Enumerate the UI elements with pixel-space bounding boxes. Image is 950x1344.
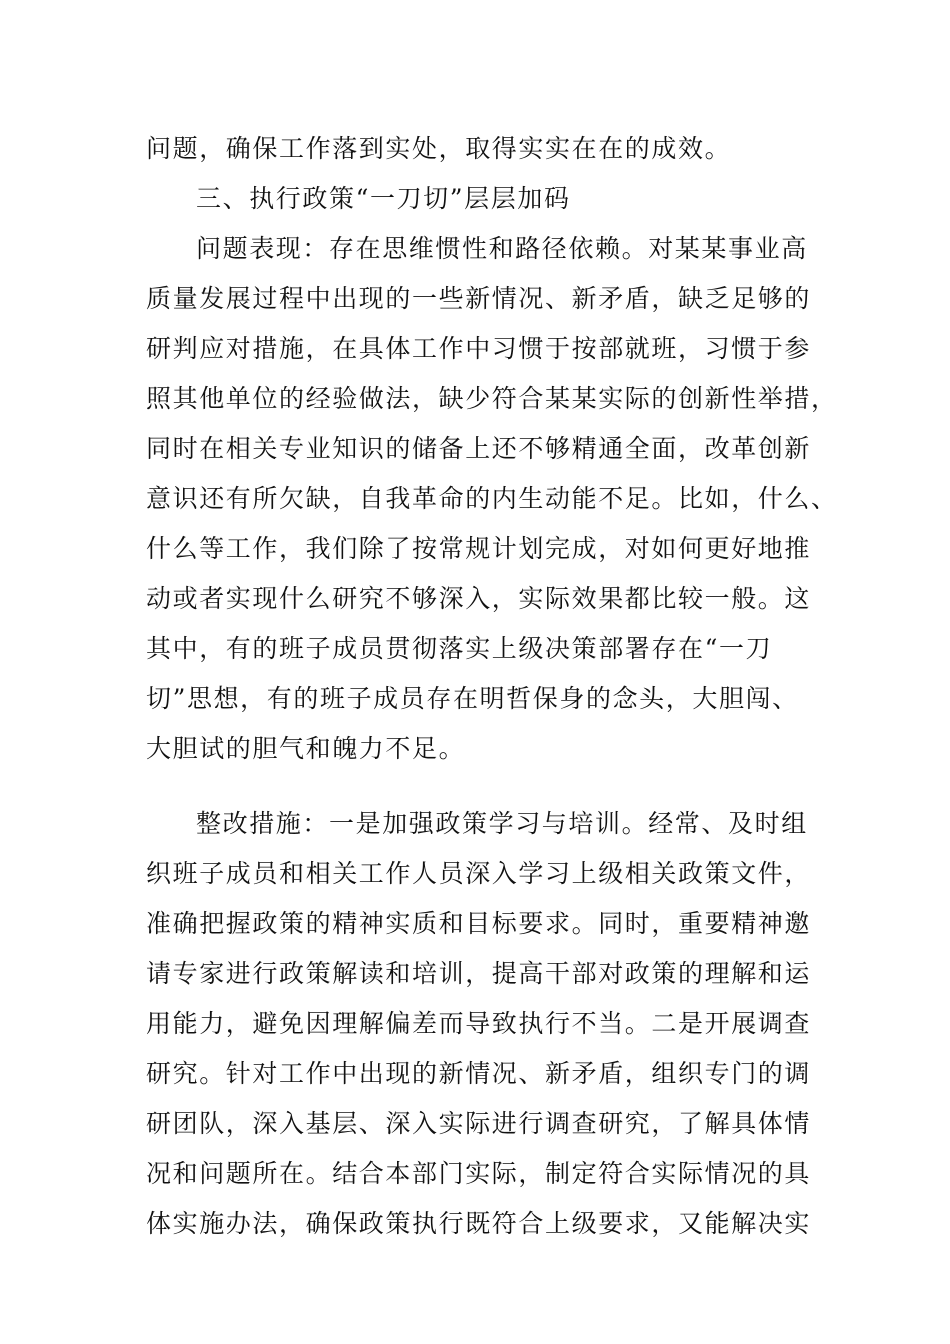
text-line: 其中，有的班子成员贯彻落实上级决策部署存在“一刀 bbox=[146, 634, 773, 663]
text-line: 况和问题所在。结合本部门实际，制定符合实际情况的具 bbox=[146, 1159, 812, 1188]
text-line: 大胆试的胆气和魄力不足。 bbox=[146, 734, 466, 763]
text-line: 同时在相关专业知识的储备上还不够精通全面，改革创新 bbox=[146, 434, 812, 463]
text-line: 动或者实现什么研究不够深入，实际效果都比较一般。这 bbox=[146, 584, 812, 613]
text-line: 切”思想，有的班子成员存在明哲保身的念头，大胆闯、 bbox=[146, 684, 799, 713]
text-line: 问题，确保工作落到实处，取得实实在在的成效。 bbox=[146, 134, 732, 163]
text-line: 研判应对措施，在具体工作中习惯于按部就班，习惯于参 bbox=[146, 334, 812, 363]
text-line: 研团队，深入基层、深入实际进行调查研究，了解具体情 bbox=[146, 1109, 812, 1138]
text-line: 体实施办法，确保政策执行既符合上级要求，又能解决实 bbox=[146, 1209, 812, 1238]
text-line: 照其他单位的经验做法，缺少符合某某实际的创新性举措， bbox=[146, 384, 838, 413]
text-line: 质量发展过程中出现的一些新情况、新矛盾，缺乏足够的 bbox=[146, 284, 812, 313]
text-line: 意识还有所欠缺，自我革命的内生动能不足。比如，什么、 bbox=[146, 484, 838, 513]
text-line: 用能力，避免因理解偏差而导致执行不当。二是开展调查 bbox=[146, 1009, 812, 1038]
section-heading: 三、执行政策“一刀切”层层加码 bbox=[196, 184, 571, 213]
text-line: 织班子成员和相关工作人员深入学习上级相关政策文件， bbox=[146, 859, 812, 888]
text-line: 请专家进行政策解读和培训，提高干部对政策的理解和运 bbox=[146, 959, 812, 988]
text-line: 整改措施：一是加强政策学习与培训。经常、及时组 bbox=[196, 809, 808, 838]
text-line: 什么等工作，我们除了按常规计划完成，对如何更好地推 bbox=[146, 534, 812, 563]
text-line: 准确把握政策的精神实质和目标要求。同时，重要精神邀 bbox=[146, 909, 812, 938]
text-line: 研究。针对工作中出现的新情况、新矛盾，组织专门的调 bbox=[146, 1059, 812, 1088]
text-line: 问题表现：存在思维惯性和路径依赖。对某某事业高 bbox=[196, 234, 808, 263]
